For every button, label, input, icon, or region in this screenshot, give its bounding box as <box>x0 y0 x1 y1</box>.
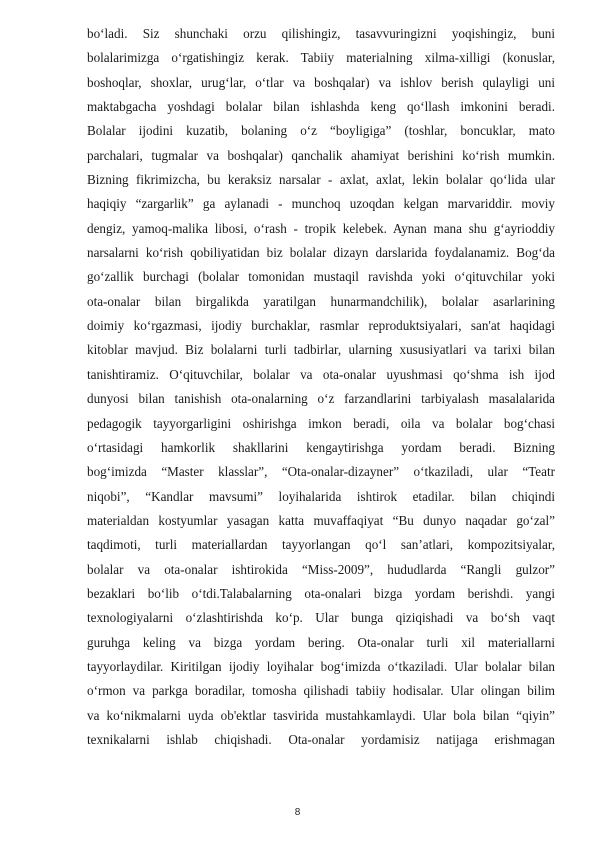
text-line: va ko‘nikmalarni uyda ob'ektlar tasvirida mustahkamlaydi. Ular bola bilan “qiyin” <box>87 707 555 723</box>
text-line: Bolalar ijodini kuzatib, bolaning o‘z “boyligiga” (toshlar, boncuklar, mato <box>87 123 555 139</box>
text-line: maktabgacha yoshdagi bolalar bilan ishlashda keng qo‘llash imkonini beradi. <box>87 99 555 115</box>
text-line: Bizning fikrimizcha, bu keraksiz narsalar - axlat, axlat, lekin bolalar qo‘lida ular <box>87 172 555 188</box>
text-line: bo‘ladi. Siz shunchaki orzu qilishingiz, tasavvuringizni yoqishingiz, buni <box>87 26 555 41</box>
text-line: dunyosi bilan tanishish ota-onalarning o‘z farzandlarini tarbiyalash masalalarida <box>87 391 555 407</box>
text-line: bezaklari bo‘lib o‘tdi.Talabalarning ota-onalari bizga yordam berishdi. yangi <box>87 585 555 601</box>
text-line: ota-onalar bilan birgalikda yaratilgan hunarmandchilik), bolalar asarlarining <box>87 293 555 309</box>
text-line: texnologiyalarni o‘zlashtirishda ko‘p. Ular bunga qiziqishadi va bo‘sh vaqt <box>87 610 555 626</box>
text-line: o‘rmon va parkga boradilar, tomosha qilishadi tabiiy hodisalar. Ular olingan bilim <box>87 683 555 699</box>
text-line: taqdimoti, turli materiallardan tayyorlangan qo‘l san’atlari, kompozitsiyalar, <box>87 537 555 553</box>
text-line: go‘zallik burchagi (bolalar tomonidan mustaqil ravishda yoki o‘qituvchilar yoki <box>87 269 555 285</box>
text-line: materialdan kostyumlar yasagan katta muvaffaqiyat “Bu dunyo naqadar go‘zal” <box>87 512 555 528</box>
text-line: bolalar va ota-onalar ishtirokida “Miss-2009”, hududlarda “Rangli gulzor” <box>87 561 555 577</box>
text-line: haqiqiy “zargarlik” ga aylanadi - munchoq uzoqdan kelgan marvariddir. moviy <box>87 196 555 212</box>
text-line: guruhga keling va bizga yordam bering. Ota-onalar turli xil materiallarni <box>87 634 555 650</box>
text-line: tayyorlaydilar. Kiritilgan ijodiy loyihalar bog‘imizda o‘tkaziladi. Ular bolalar bilan <box>87 658 555 674</box>
body-paragraph <box>87 22 555 752</box>
text-line: kitoblar mavjud. Biz bolalarni turli tadbirlar, ularning xususiyatlari va tarixi bilan <box>87 342 555 358</box>
text-line: dengiz, yamoq-malika libosi, o‘rash - tropik kelebek. Aynan mana shu g‘ayrioddiy <box>87 220 555 236</box>
text-line: parchalari, tugmalar va boshqalar) qanchalik ahamiyat berishini ko‘rish mumkin. <box>87 147 555 163</box>
text-line: doimiy ko‘rgazmasi, ijodiy burchaklar, rasmlar reproduktsiyalari, san'at haqidagi <box>87 318 555 334</box>
text-line: texnikalarni ishlab chiqishadi. Ota-onalar yordamisiz natijaga erishmagan <box>87 731 555 747</box>
text-line: bog‘imizda “Master klasslar”, “Ota-onalar-dizayner” o‘tkaziladi, ular “Teatr <box>87 464 555 480</box>
text-line: pedagogik tayyorgarligini oshirishga imkon beradi, oila va bolalar bog‘chasi <box>87 415 555 431</box>
text-line: tanishtiramiz. O‘qituvchilar, bolalar va ota-onalar uyushmasi qo‘shma ish ijod <box>87 366 555 382</box>
text-line: niqobi”, “Kandlar mavsumi” loyihalarida ishtirok etadilar. bilan chiqindi <box>87 488 555 504</box>
text-line: narsalarni ko‘rish qobiliyatidan biz bolalar dizayn darslarida foydalanamiz. Bog‘da <box>87 245 555 261</box>
page-number: 8 <box>294 807 301 818</box>
text-line: o‘rtasidagi hamkorlik shakllarini kengaytirishga yordam beradi. Bizning <box>87 439 555 455</box>
text-line: bolalarimizga o‘rgatishingiz kerak. Tabiiy materialning xilma-xilligi (konuslar, <box>87 50 555 66</box>
text-line: boshoqlar, shoxlar, urug‘lar, o‘tlar va boshqalar) va ishlov berish qulayligi uni <box>87 74 555 90</box>
